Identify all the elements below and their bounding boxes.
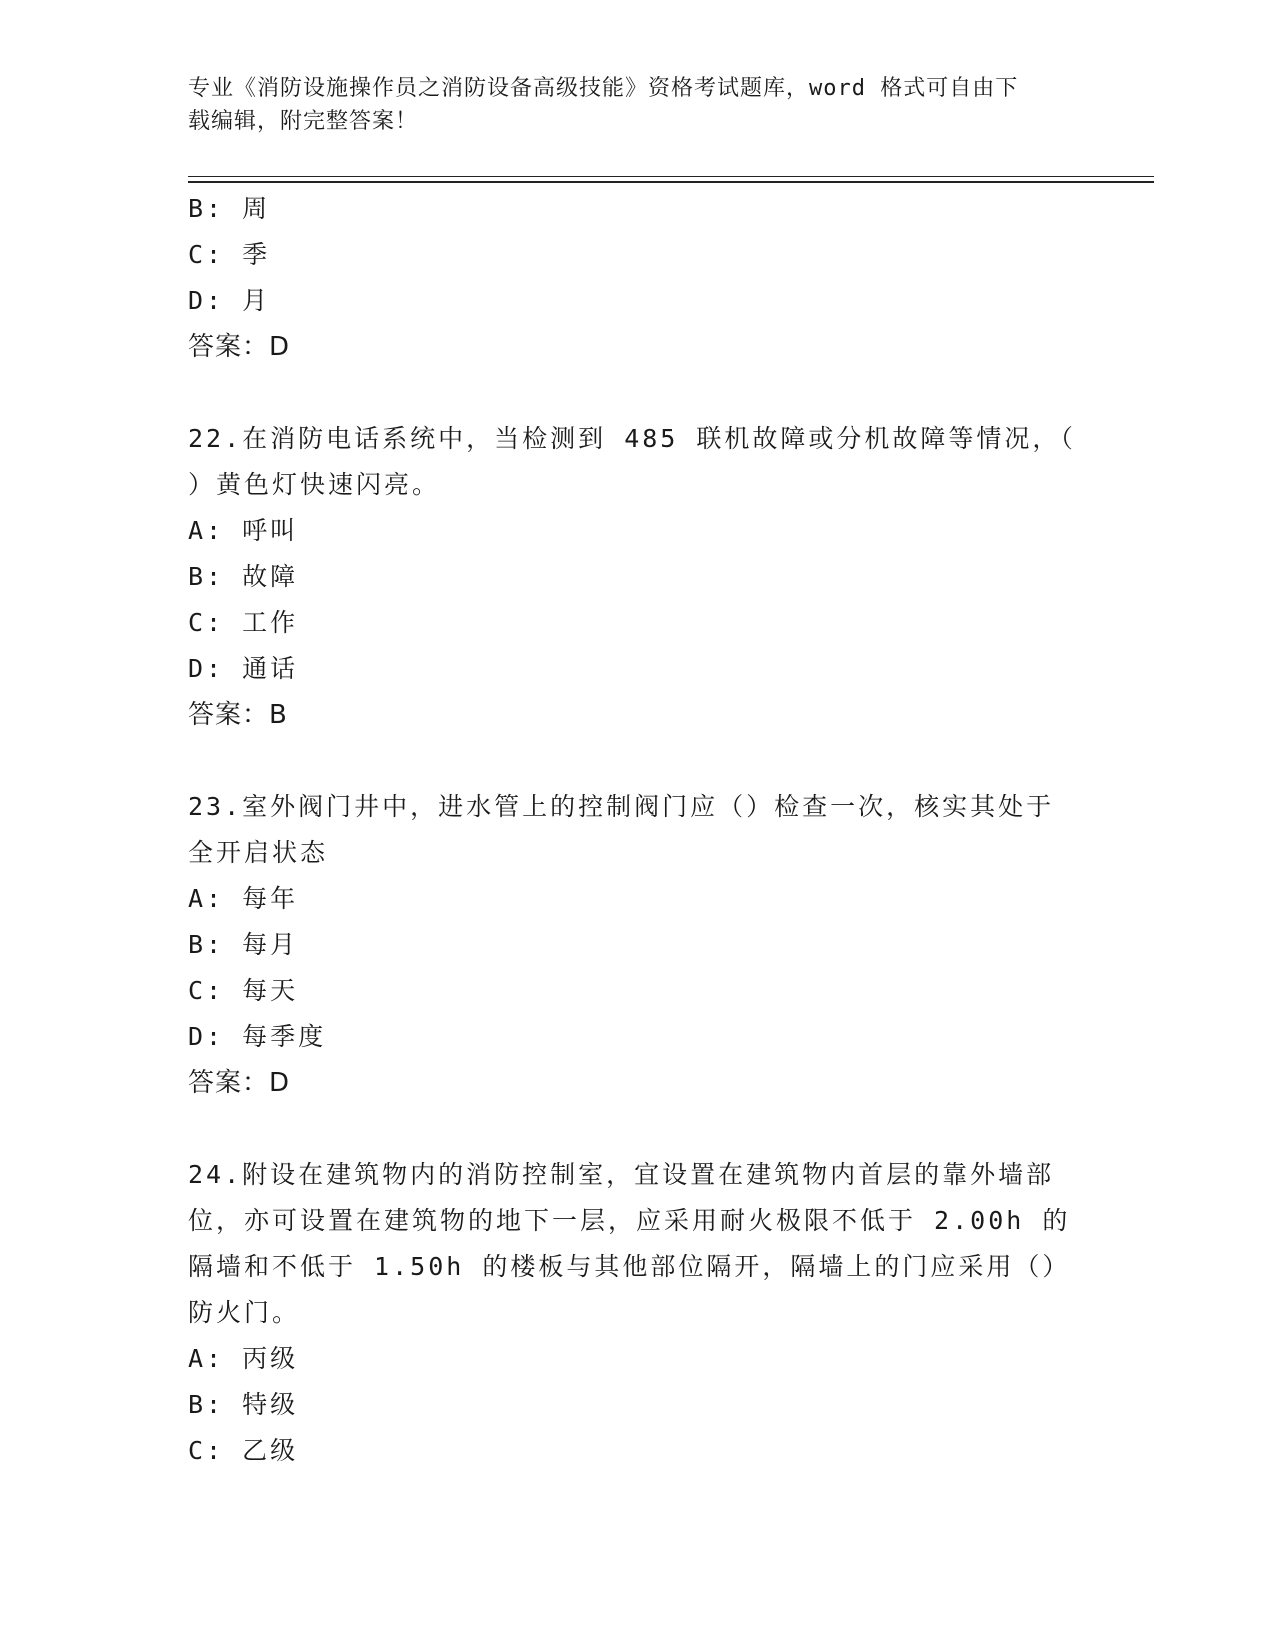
option-d: D: 月 <box>188 286 271 315</box>
option-b: B: 故障 <box>188 562 299 591</box>
question-24 <box>188 1152 1088 1474</box>
spacer <box>188 370 1088 416</box>
option-b: B: 特级 <box>188 1390 299 1419</box>
question-text-line: 位，亦可设置在建筑物的地下一层，应采用耐火极限不低于 2.00h 的 <box>188 1206 1071 1235</box>
question-text-line: 全开启状态 <box>188 838 329 867</box>
header-rule-thick <box>188 181 1154 183</box>
question-content <box>188 186 1088 1474</box>
answer-line: 答案：D <box>188 1068 291 1098</box>
question-23 <box>188 784 1088 1106</box>
option-b: B: 每月 <box>188 930 299 959</box>
option-b: B: 周 <box>188 194 271 223</box>
question-text-line: 22.在消防电话系统中，当检测到 485 联机故障或分机故障等情况，（ <box>188 424 1076 453</box>
option-a: A: 每年 <box>188 884 299 913</box>
question-text-line: 23.室外阀门井中，进水管上的控制阀门应（）检查一次，核实其处于 <box>188 792 1055 821</box>
option-c: C: 每天 <box>188 976 299 1005</box>
option-a: A: 丙级 <box>188 1344 299 1373</box>
header-line-1: 专业《消防设施操作员之消防设备高级技能》资格考试题库，word 格式可自由下 <box>188 76 1019 101</box>
question-text-line: 24.附设在建筑物内的消防控制室，宜设置在建筑物内首层的靠外墙部 <box>188 1160 1055 1189</box>
answer-line: 答案：D <box>188 332 291 362</box>
header-line-2: 载编辑，附完整答案！ <box>188 109 419 134</box>
question-text-line: 防火门。 <box>188 1298 301 1327</box>
spacer <box>188 738 1088 784</box>
previous-question <box>188 186 1088 370</box>
question-text-line: ）黄色灯快速闪亮。 <box>188 470 441 499</box>
spacer <box>188 1106 1088 1152</box>
option-c: C: 工作 <box>188 608 299 637</box>
question-22 <box>188 416 1088 738</box>
option-d: D: 每季度 <box>188 1022 327 1051</box>
answer-line: 答案：B <box>188 700 288 730</box>
question-text-line: 隔墙和不低于 1.50h 的楼板与其他部位隔开，隔墙上的门应采用（） <box>188 1252 1071 1281</box>
option-c: C: 乙级 <box>188 1436 299 1465</box>
option-d: D: 通话 <box>188 654 299 683</box>
option-c: C: 季 <box>188 240 271 269</box>
header-rule-thin <box>188 176 1154 177</box>
document-header <box>188 72 1088 138</box>
option-a: A: 呼叫 <box>188 516 299 545</box>
